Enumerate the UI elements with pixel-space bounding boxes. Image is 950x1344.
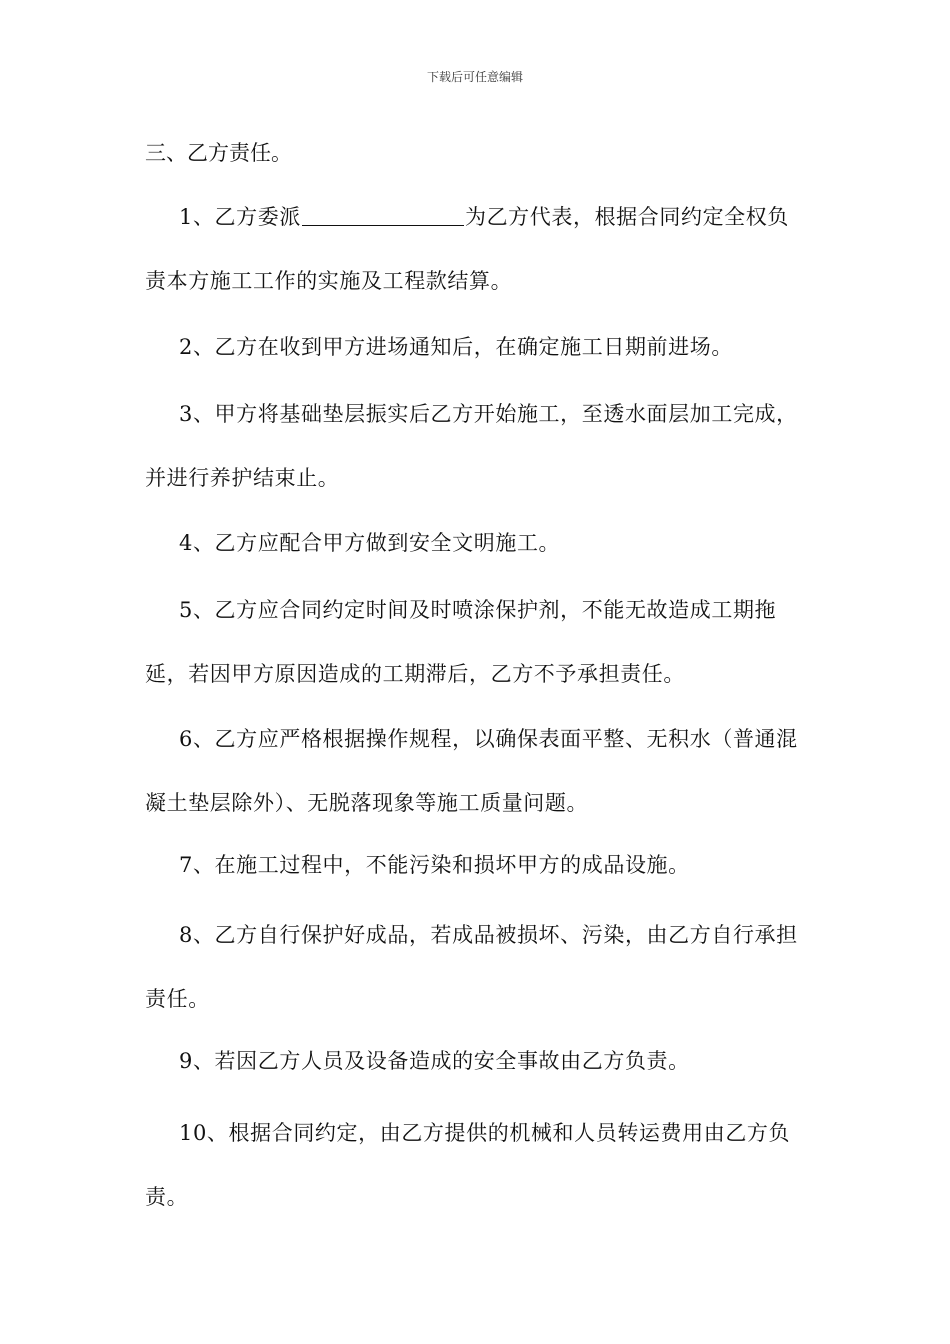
clause-8: 8、乙方自行保护好成品，若成品被损坏、污染，由乙方自行承担责任。 [145,923,798,1011]
clause-9: 9、若因乙方人员及设备造成的安全事故由乙方负责。 [179,1049,690,1073]
clause-5: 5、乙方应合同约定时间及时喷涂保护剂，不能无故造成工期拖延，若因甲方原因造成的工期滞后，乙方不予承担责任。 [145,598,777,686]
clause-1-after: 为乙方代表，根据合同约定全权负责本方施工工作的实施及工程款结算。 [145,205,789,293]
page-header: 下载后可任意编辑 [426,70,523,84]
clause-4: 4、乙方应配合甲方做到安全文明施工。 [179,531,561,555]
clause-7: 7、在施工过程中，不能污染和损坏甲方的成品设施。 [179,853,690,877]
section-title: 三、乙方责任。 [145,141,292,165]
clause-1 [145,185,810,313]
representative-blank [302,207,464,226]
clause-3: 3、甲方将基础垫层振实后乙方开始施工，至透水面层加工完成，并进行养护结束止。 [145,402,798,490]
clause-1-before: 1、乙方委派 [179,205,301,229]
clause-6: 6、乙方应严格根据操作规程，以确保表面平整、无积水（普通混凝土垫层除外）、无脱落现象等施工质量问题。 [145,727,798,815]
clause-10: 10、根据合同约定，由乙方提供的机械和人员转运费用由乙方负责。 [145,1121,791,1209]
clause-2: 2、乙方在收到甲方进场通知后，在确定施工日期前进场。 [179,335,733,359]
